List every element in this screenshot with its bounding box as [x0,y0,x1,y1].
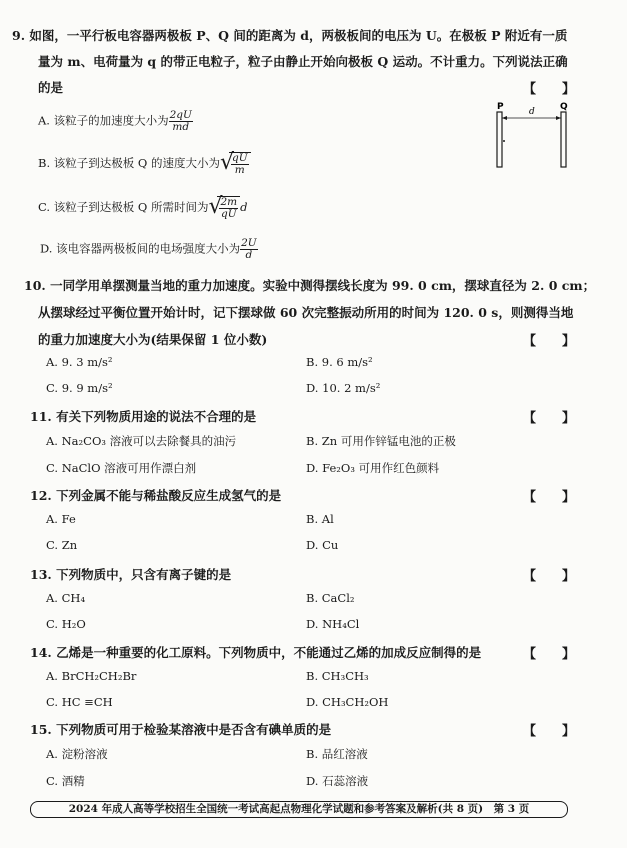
q12-option-d: D. Cu [306,538,339,552]
q15-option-d: D. 石蕊溶液 [306,774,369,788]
q12-answer-bracket: 【 】 [523,490,576,505]
q13-option-d: D. NH₄Cl [306,617,360,631]
q14-option-b: B. CH₃CH₃ [306,669,369,683]
q14-option-c: C. HC ≡CH [46,695,113,709]
q9-option-c-numerator: 2m [220,196,238,208]
q15-stem: 15. 下列物质可用于检验某溶液中是否含有碘单质的是 [30,722,332,737]
q9-stem-line3: 的是 [38,80,64,95]
q11-option-a: A. Na₂CO₃ 溶液可以去除餐具的油污 [46,434,237,448]
capacitor-diagram [485,100,575,172]
q9-option-d-fraction [240,238,258,261]
q9-option-c-sqrt: √ $\frac{2m}{qU}$ [208,196,240,220]
q14-option-a: A. BrCH₂CH₂Br [46,669,137,683]
q9-option-b-denominator: m [234,164,245,176]
q14-answer-bracket: 【 】 [523,647,576,662]
charged-particle [503,140,505,142]
q9-option-a-fraction [169,110,193,133]
q9-option-c-denominator: qU [220,208,237,220]
q9-option-a-denominator: md [172,121,190,133]
q13-option-a: A. CH₄ [46,591,86,605]
q12-option-b: B. Al [306,512,334,526]
q11-stem: 11. 有关下列物质用途的说法不合理的是 [30,409,257,424]
q12-option-a: A. Fe [46,512,76,526]
q9-option-a [38,110,193,133]
q14-option-d: D. CH₃CH₂OH [306,695,389,709]
q10-stem-line1: 10. 一同学用单摆测量当地的重力加速度。实验中测得摆线长度为 99. 0 cm，摆球直径为 2. 0 cm； [24,278,596,293]
q9-option-c-text: C. 该粒子到达极板 Q 所需时间为 [38,200,209,214]
q9-stem-line1: 9. 如图，一平行板电容器两极板 P、Q 间的距离为 d，两极板间的电压为 U。在极板 P 附近有一质 [12,28,568,43]
q9-option-d-numerator: 2U [241,237,257,249]
q15-option-b: B. 品红溶液 [306,747,368,761]
q9-option-d [40,238,258,261]
page-footer: 2024 年成人高等学校招生全国统一考试高起点物理化学试题和参考答案及解析(共 8 页) 第 3 页 [30,801,568,818]
label-d: d [529,107,535,117]
q14-stem: 14. 乙烯是一种重要的化工原料。下列物质中，不能通过乙烯的加成反应制得的是 [30,645,482,660]
q13-answer-bracket: 【 】 [523,569,576,584]
label-q: Q [560,102,568,112]
q10-option-d: D. 10. 2 m/s² [306,381,381,395]
q9-answer-bracket: 【 】 [523,82,576,97]
q11-option-b: B. Zn 可用作锌锰电池的正极 [306,434,456,448]
q12-option-c: C. Zn [46,538,78,552]
q11-option-d: D. Fe₂O₃ 可用作红色颜料 [306,461,440,475]
q9-option-d-text: D. 该电容器两极板间的电场强度大小为 [40,241,241,256]
q15-option-a: A. 淀粉溶液 [46,747,108,761]
q10-answer-bracket: 【 】 [523,334,576,349]
q9-option-b [38,152,251,176]
q9-option-b-numerator: qU [232,152,248,164]
q10-option-c: C. 9. 9 m/s² [46,381,113,395]
q9-option-b-text: B. 该粒子到达极板 Q 的速度大小为 [38,156,220,170]
q9-option-d-denominator: d [245,249,253,261]
q9-option-b-sqrt: √ $\frac{qU}{m}$ [220,152,251,176]
q13-option-c: C. H₂O [46,617,86,631]
q11-answer-bracket: 【 】 [523,411,576,426]
q15-option-c: C. 酒精 [46,774,85,788]
plate-p [497,112,502,167]
q9-stem-line2: 量为 m、电荷量为 q 的带正电粒子，粒子由静止开始向极板 Q 运动。不计重力。下列说法正确 [38,54,568,69]
q9-option-c-suffix: d [240,200,248,214]
plate-q [561,112,566,167]
q9-option-c [38,196,247,220]
q12-stem: 12. 下列金属不能与稀盐酸反应生成氢气的是 [30,488,282,503]
q10-option-b: B. 9. 6 m/s² [306,355,373,369]
q11-option-c: C. NaClO 溶液可用作漂白剂 [46,461,197,475]
q10-option-a: A. 9. 3 m/s² [46,355,113,369]
q9-option-a-text: A. 该粒子的加速度大小为 [38,113,169,128]
q13-stem: 13. 下列物质中，只含有离子键的是 [30,567,232,582]
label-p: P [497,102,504,112]
q10-stem-line3: 的重力加速度大小为(结果保留 1 位小数) [38,332,268,347]
q10-stem-line2: 从摆球经过平衡位置开始计时，记下摆球做 60 次完整振动所用的时间为 120. 0 s，则测得当地 [38,305,574,320]
q13-option-b: B. CaCl₂ [306,591,355,605]
q15-answer-bracket: 【 】 [523,724,576,739]
q9-option-a-numerator: 2qU [169,109,192,121]
